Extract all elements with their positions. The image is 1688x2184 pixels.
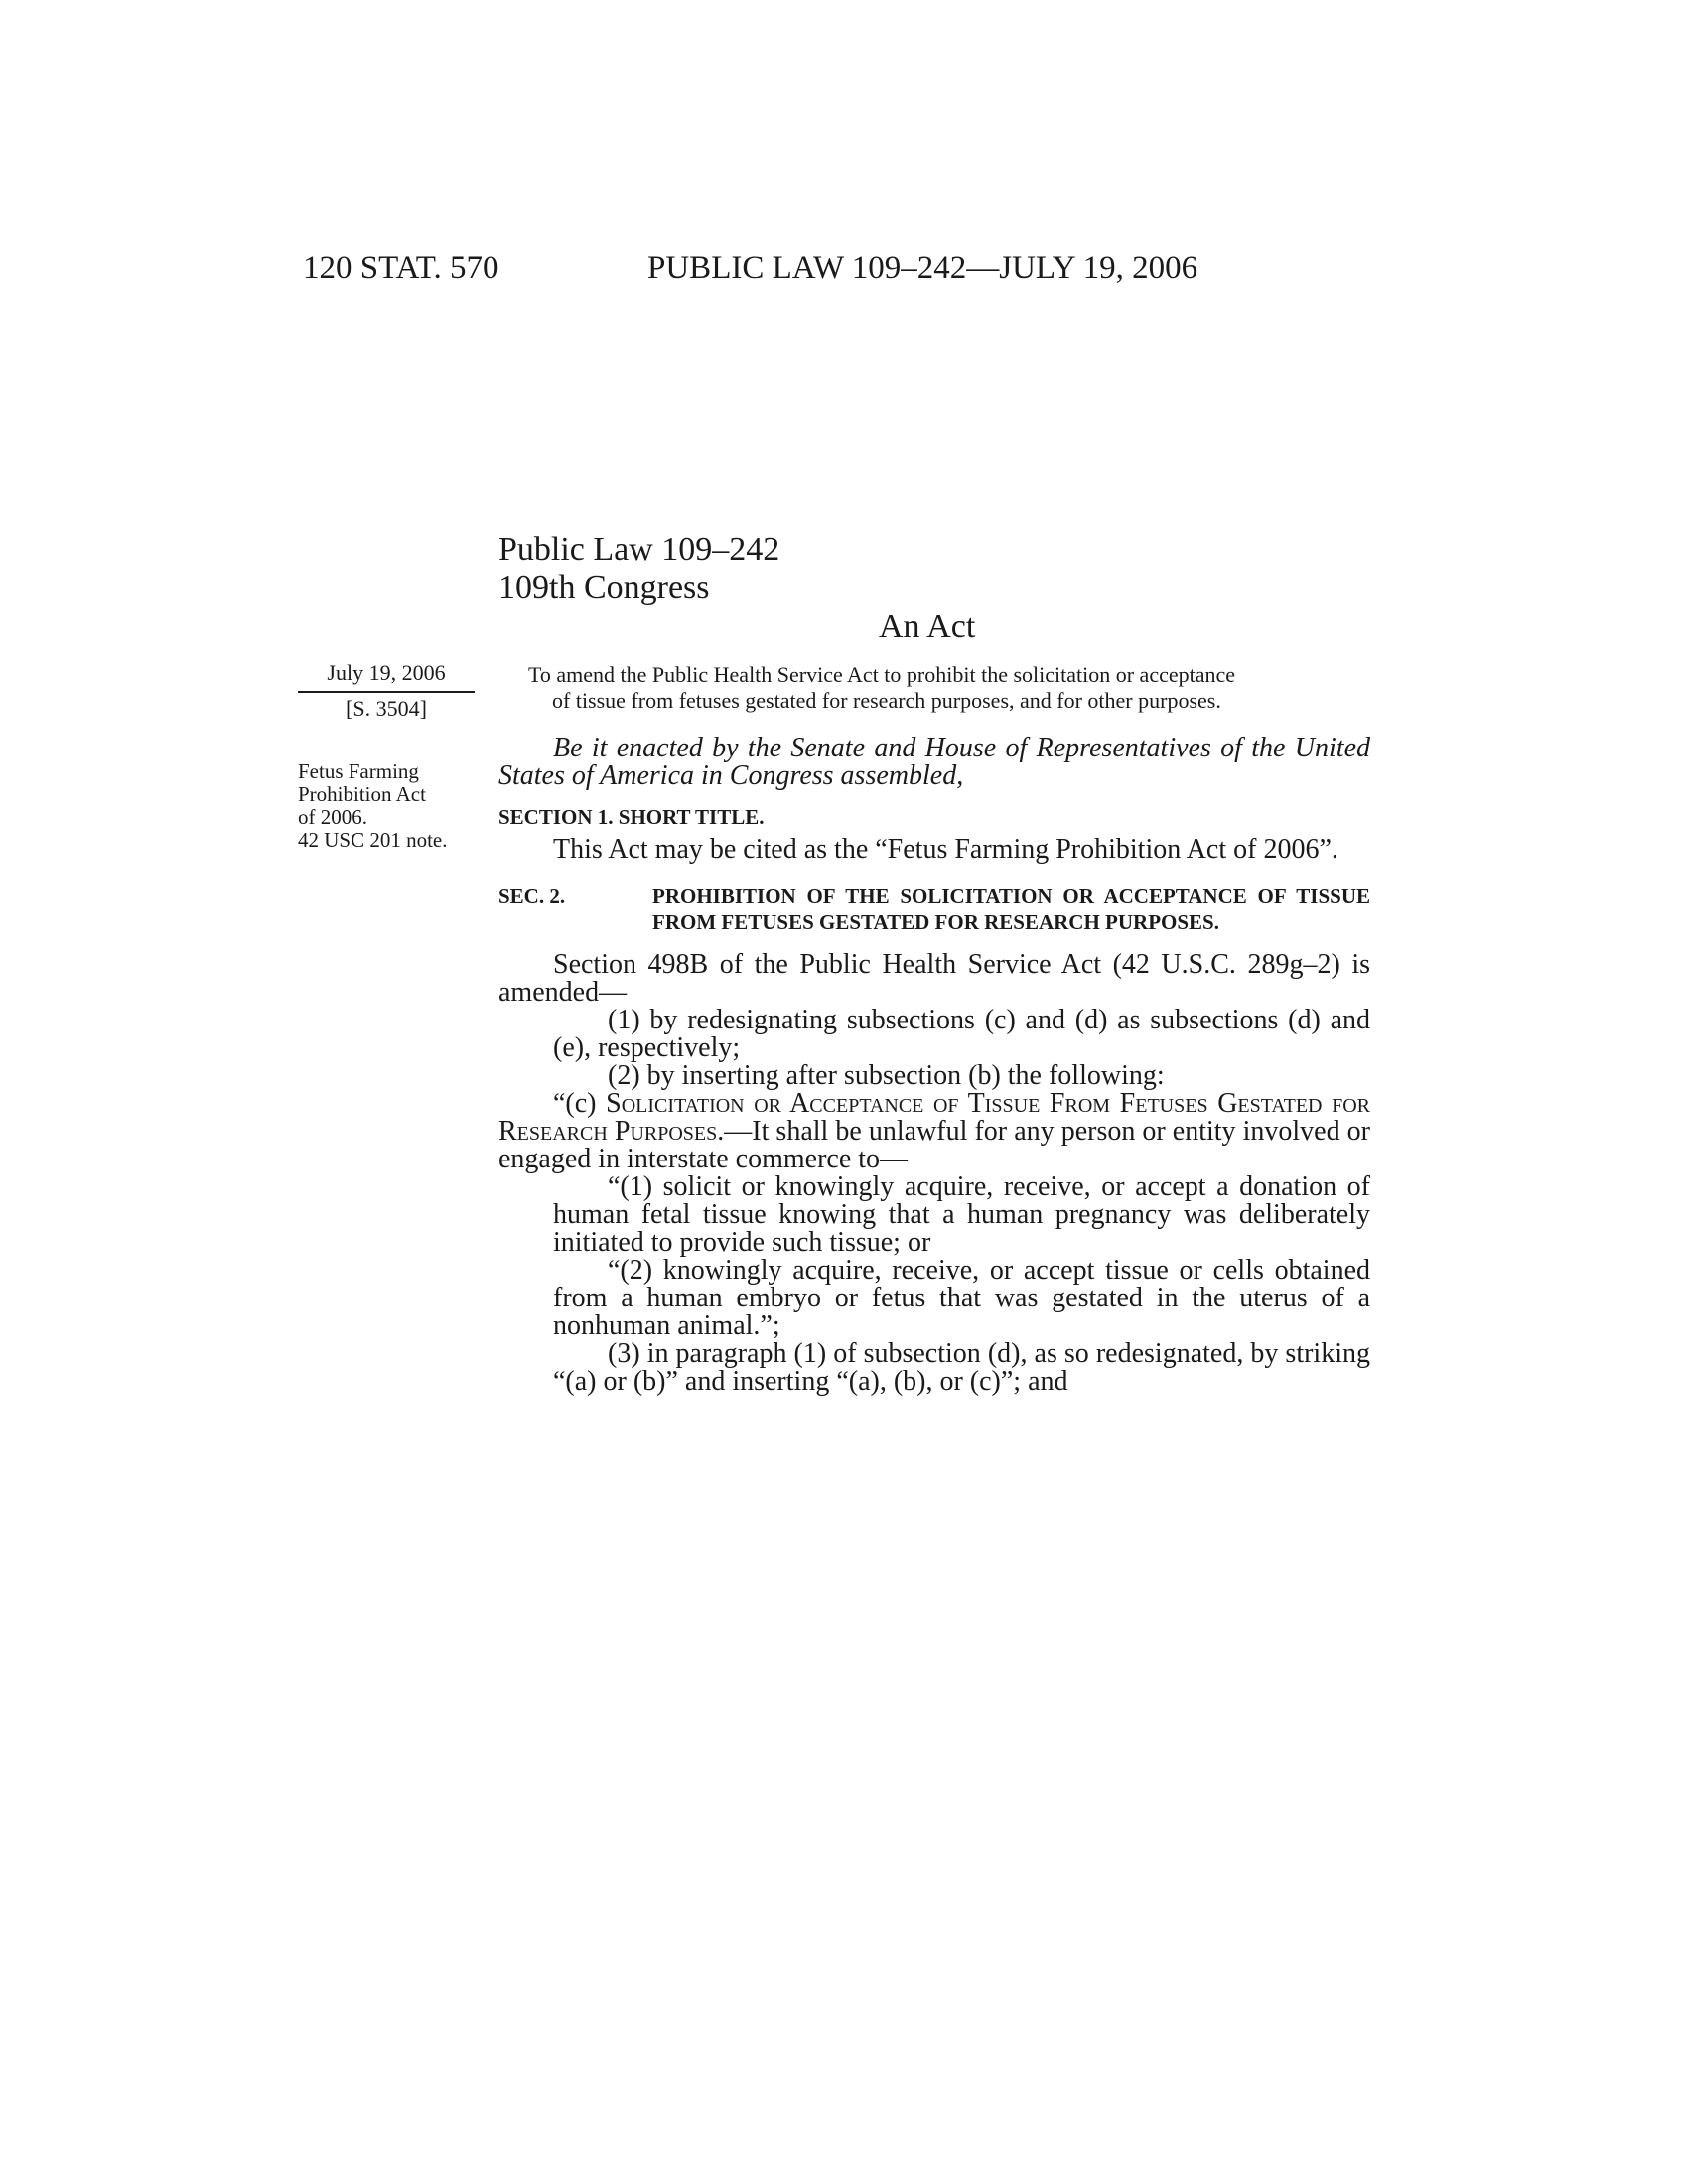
- purpose-statement: [528, 662, 1342, 714]
- amendment-item-3: (3) in paragraph (1) of subsection (d), as so redesignated, by striking “(a) or (b)” and inserting “(a), (b), or (c)”; and: [553, 1338, 1370, 1397]
- subsection-c-caption: Solicitation or Acceptance of Tissue From Fetuses Gestated for Research Purposes.: [498, 1088, 1370, 1147]
- subsection-c-lead: “(c): [553, 1088, 597, 1119]
- margin-bill-number: [S. 3504]: [346, 696, 427, 721]
- running-header: PUBLIC LAW 109–242—JULY 19, 2006: [647, 250, 1198, 286]
- margin-note-line: 42 USC 201 note.: [298, 828, 448, 852]
- section-1-text: This Act may be cited as the “Fetus Farming Prohibition Act of 2006”.: [553, 834, 1338, 865]
- margin-note-line: Fetus Farming: [298, 759, 419, 783]
- act-body: [498, 735, 1370, 1396]
- amendment-item-2: (2) by inserting after subsection (b) the following:: [608, 1060, 1165, 1091]
- law-title: [498, 531, 779, 607]
- purpose-line-1: To amend the Public Health Service Act to prohibit the solicitation or acceptance: [528, 662, 1236, 687]
- subsection-c: [498, 1090, 1370, 1173]
- subsection-c-paragraph-2: “(2) knowingly acquire, receive, or accept tissue or cells obtained from a human embryo or fetus that was gestated in the uterus of a nonhuman animal.”;: [553, 1255, 1370, 1341]
- margin-divider: [298, 691, 475, 693]
- margin-note: [298, 760, 475, 852]
- congress-number: 109th Congress: [498, 569, 710, 606]
- margin-note-line: Prohibition Act: [298, 782, 426, 806]
- section-2-heading: [498, 884, 1370, 935]
- enacting-clause: Be it enacted by the Senate and House of Representatives of the United States of America in Congress assembled,: [498, 733, 1370, 791]
- section-2-intro: Section 498B of the Public Health Service Act (42 U.S.C. 289g–2) is amended—: [498, 949, 1370, 1008]
- section-1-heading: SECTION 1. SHORT TITLE.: [498, 805, 765, 829]
- subsection-c-paragraph-1: “(1) solicit or knowingly acquire, receive, or accept a donation of human fetal tissue knowing that a human pregnancy was deliberately initiated to provide such tissue; or: [553, 1171, 1370, 1258]
- purpose-line-2: of tissue from fetuses gestated for research purposes, and for other purposes.: [552, 688, 1221, 713]
- section-2-label: SEC. 2.: [498, 885, 566, 908]
- stat-reference: 120 STAT. 570: [303, 250, 499, 286]
- amendment-item-1: (1) by redesignating subsections (c) and (d) as subsections (d) and (e), respectively;: [553, 1005, 1370, 1063]
- subsection-c-text: —It shall be unlawful for any person or entity involved or engaged in interstate commerce to—: [498, 1116, 1371, 1174]
- margin-date: July 19, 2006: [327, 660, 446, 685]
- law-number: Public Law 109–242: [498, 531, 780, 568]
- margin-note-line: of 2006.: [298, 805, 367, 829]
- section-2-title: PROHIBITION OF THE SOLICITATION OR ACCEPTANCE OF TISSUE FROM FETUSES GESTATED FOR RESEARCH PURPOSES.: [652, 885, 1370, 934]
- act-heading: An Act: [879, 609, 976, 645]
